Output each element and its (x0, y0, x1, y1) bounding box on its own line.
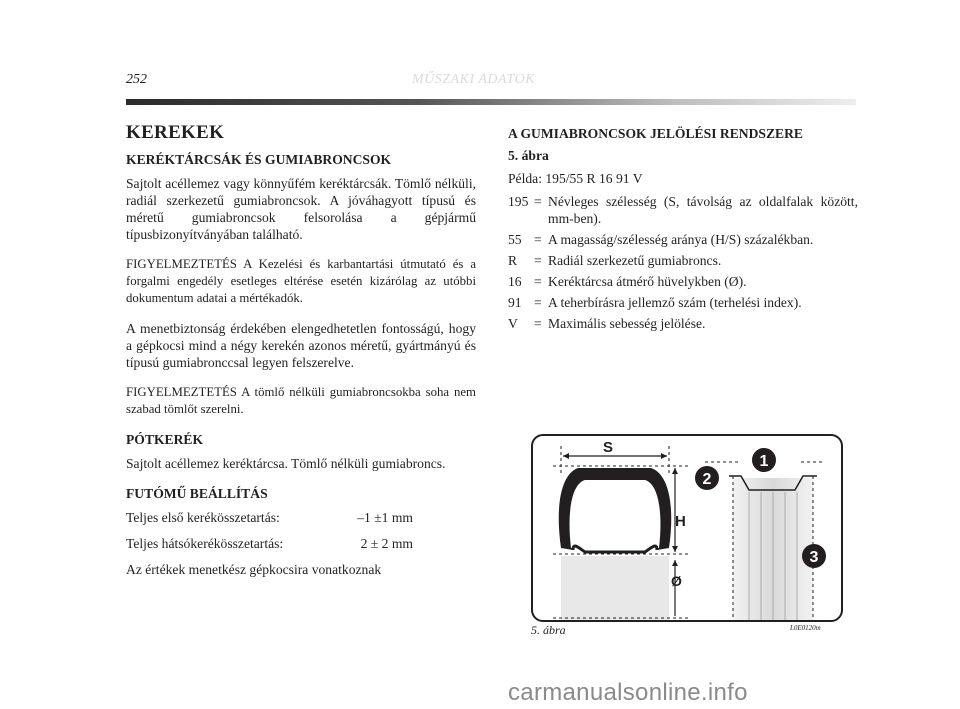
alignment-row-rear (126, 535, 476, 552)
right-column (508, 126, 858, 336)
marker-1-label: 1 (759, 453, 769, 470)
equals: = (534, 232, 542, 247)
code-row (508, 294, 858, 311)
rims-heading: KERÉKTÁRCSÁK ÉS GUMIABRONCSOK (126, 152, 392, 167)
code-description: A magasság/szélesség aránya (H/S) százalékban. (548, 232, 814, 247)
tire-inner (570, 480, 661, 549)
label-diameter: Ø (671, 573, 682, 589)
equals: = (534, 194, 542, 209)
marker-3-label: 3 (809, 549, 819, 566)
equals: = (534, 316, 542, 331)
code-row (508, 252, 858, 269)
rims-text: Sajtolt acéllemez vagy könnyűfém keréktárcsák. Tömlő nélküli, radiál szerkezetű gumiabroncsok. A jóváhagyott típusú és méretű gumiabroncsok felsorolása a gépjármű típusbizonyítványában található. (126, 176, 476, 242)
figure-caption: 5. ábra (531, 623, 566, 637)
alignment-note: Az értékek menetkész gépkocsira vonatkoznak (126, 562, 382, 577)
marking-heading: A GUMIABRONCSOK JELÖLÉSI RENDSZERE (508, 126, 803, 141)
equals: = (534, 274, 542, 289)
code-description: Radiál szerkezetű gumiabroncs. (548, 253, 722, 268)
page-title: KEREKEK (126, 122, 225, 143)
alignment-value: –1 ±1 mm (357, 510, 413, 525)
code-row (508, 273, 858, 290)
spare-text: Sajtolt acéllemez keréktárcsa. Tömlő nélküli gumiabroncs. (126, 456, 446, 471)
alignment-row-front (126, 509, 476, 526)
alignment-heading: FUTÓMŰ BEÁLLÍTÁS (126, 486, 268, 501)
equals: = (534, 295, 542, 310)
code-description: A teherbírásra jellemző szám (terhelési index). (548, 295, 802, 310)
code: 91 (508, 295, 522, 310)
label-h: H (675, 513, 686, 530)
code-list (508, 193, 858, 332)
figure-code: L0E0120m (790, 624, 821, 632)
alignment-value: 2 ± 2 mm (360, 536, 413, 551)
code-description: Maximális sebesség jelölése. (548, 316, 706, 331)
code-description: Keréktárcsa átmérő hüvelykben (Ø). (548, 274, 747, 289)
warning-1: FIGYELMEZTETÉS A Kezelési és karbantartási útmutató és a forgalmi engedély esetleges eltérése esetén kizárólag az utóbbi dokumentum adatai a mértékadók. (126, 257, 476, 305)
watermark: carmanualsonline.info (508, 679, 748, 706)
code: V (508, 316, 518, 331)
code-description: Névleges szélesség (S, távolság az oldalfalak között, mm-ben). (548, 194, 858, 226)
rim-area (561, 556, 669, 620)
section-title: MŰSZAKI ADATOK (412, 72, 536, 87)
code-row (508, 231, 858, 248)
figure-reference: 5. ábra (508, 148, 549, 163)
header-rule (126, 99, 856, 105)
code: 55 (508, 232, 522, 247)
alignment-label: Teljes első kerékösszetartás: (126, 510, 280, 525)
spare-heading: PÓTKERÉK (126, 432, 204, 447)
label-s: S (603, 439, 614, 456)
code-row (508, 193, 858, 227)
code-row (508, 315, 858, 332)
marker-2-label: 2 (702, 471, 712, 488)
code: 195 (508, 194, 529, 209)
tire-example: Példa: 195/55 R 16 91 V (508, 171, 643, 186)
equals: = (534, 253, 542, 268)
warning-2: FIGYELMEZTETÉS A tömlő nélküli gumiabroncsokba soha nem szabad tömlőt szerelni. (126, 385, 476, 416)
left-column (126, 124, 476, 578)
safety-text: A menetbiztonság érdekében elengedhetetlen fontosságú, hogy a gépkocsi mind a négy kerekén azonos méretű, gyártmányú és típusú gumiabronccsal legyen felszerelve. (126, 321, 476, 370)
code: R (508, 253, 518, 268)
page-number: 252 (126, 72, 147, 87)
code: 16 (508, 274, 522, 289)
tire-diagram (531, 434, 843, 622)
alignment-label: Teljes hátsókerékösszetartás: (126, 536, 284, 551)
